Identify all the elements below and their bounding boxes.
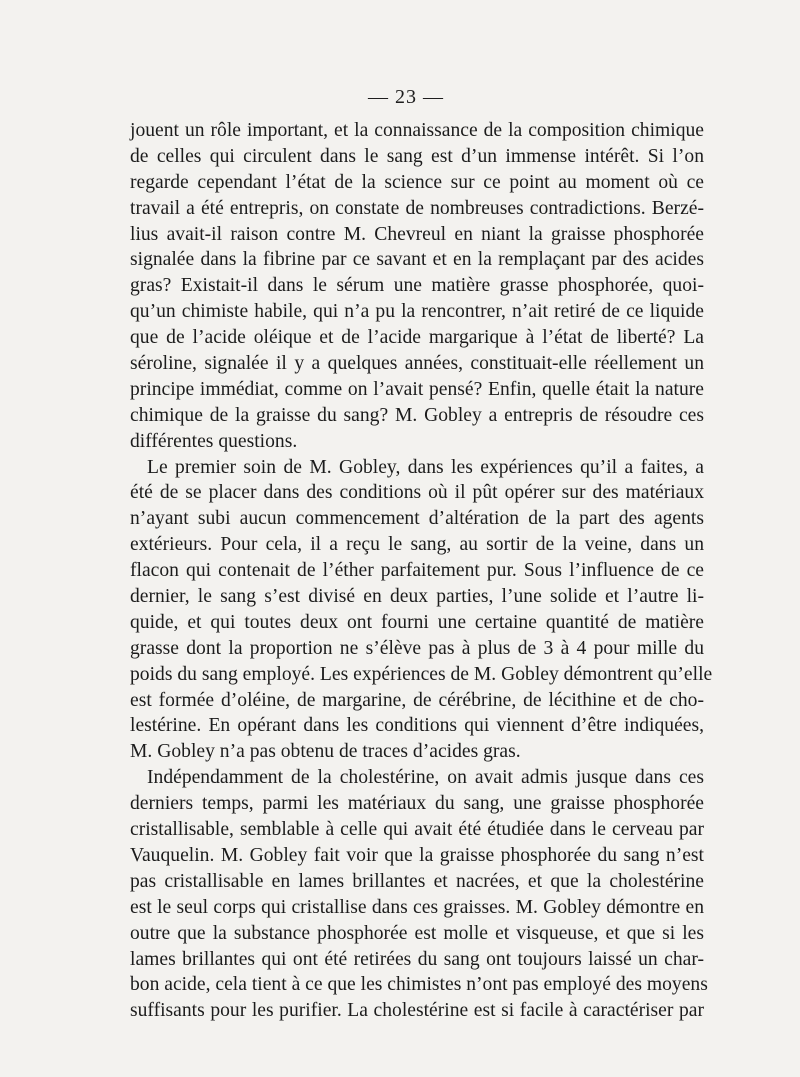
text-line: M. Gobley n’a pas obtenu de traces d’acides gras. (130, 741, 521, 763)
text-line: Indépendamment de la cholestérine, on avait admis jusque dans ces (147, 767, 704, 789)
text-line: suffisants pour les purifier. La cholestérine est si facile à caractériser par (130, 1000, 704, 1022)
text-line: différentes questions. (130, 430, 298, 452)
text-line: derniers temps, parmi les matériaux du sang, une graisse phosphorée (130, 793, 704, 815)
text-line: travail a été entrepris, on constate de nombreuses contradictions. Berzé- (130, 197, 704, 219)
paragraph (130, 765, 708, 1024)
text-line: regarde cependant l’état de la science sur ce point au moment où ce (130, 171, 704, 193)
body-text (130, 118, 713, 1024)
text-line: bon acide, cela tient à ce que les chimistes n’ont pas employé des moyens (130, 974, 708, 996)
text-line: quide, et qui toutes deux ont fourni une certaine quantité de matière (130, 611, 704, 633)
paragraph (130, 118, 704, 455)
text-line: Vauquelin. M. Gobley fait voir que la graisse phosphorée du sang n’est (130, 844, 704, 866)
text-line: que de l’acide oléique et de l’acide margarique à l’état de liberté? La (130, 327, 704, 349)
text-line: Le premier soin de M. Gobley, dans les expériences qu’il a faites, a (147, 456, 704, 478)
text-line: extérieurs. Pour cela, il a reçu le sang, au sortir de la veine, dans un (130, 534, 704, 556)
text-line: signalée dans la fibrine par ce savant et en la remplaçant par des acides (130, 249, 704, 271)
text-line: principe immédiat, comme on l’avait pensé? Enfin, quelle était la nature (130, 378, 704, 400)
text-line: de celles qui circulent dans le sang est d’un immense intérêt. Si l’on (130, 145, 704, 167)
text-line: été de se placer dans des conditions où il pût opérer sur des matériaux (130, 482, 704, 504)
text-line: dernier, le sang s’est divisé en deux parties, l’une solide et l’autre li- (130, 586, 704, 608)
text-line: est le seul corps qui cristallise dans ces graisses. M. Gobley démontre en (130, 896, 704, 918)
text-line: cristallisable, semblable à celle qui avait été étudiée dans le cerveau par (130, 819, 704, 841)
text-line: poids du sang employé. Les expériences de M. Gobley démontrent qu’elle (130, 663, 713, 685)
text-line: flacon qui contenait de l’éther parfaitement pur. Sous l’influence de ce (130, 560, 704, 582)
text-line: lames brillantes qui ont été retirées du sang ont toujours laissé un char- (130, 948, 704, 970)
text-line: chimique de la graisse du sang? M. Gobley a entrepris de résoudre ces (130, 404, 704, 426)
paragraph (130, 455, 713, 766)
text-line: gras? Existait-il dans le sérum une matière grasse phosphorée, quoi- (130, 275, 704, 297)
text-line: est formée d’oléine, de margarine, de cérébrine, de lécithine et de cho- (130, 689, 704, 711)
page-number: — 23 — (368, 86, 444, 108)
text-line: séroline, signalée il y a quelques années, constituait-elle réellement un (130, 353, 704, 375)
text-line: outre que la substance phosphorée est molle et visqueuse, et que si les (130, 922, 704, 944)
text-line: lius avait-il raison contre M. Chevreul en niant la graisse phosphorée (130, 223, 704, 245)
text-line: grasse dont la proportion ne s’élève pas à plus de 3 à 4 pour mille du (130, 637, 704, 659)
text-line: n’ayant subi aucun commencement d’altération de la part des agents (130, 508, 704, 530)
text-line: lestérine. En opérant dans les conditions qui viennent d’être indiquées, (130, 715, 704, 737)
text-line: pas cristallisable en lames brillantes et nacrées, et que la cholestérine (130, 870, 704, 892)
text-line: jouent un rôle important, et la connaissance de la composition chimique (130, 120, 704, 141)
text-line: qu’un chimiste habile, qui n’a pu la rencontrer, n’ait retiré de ce liquide (130, 301, 704, 323)
